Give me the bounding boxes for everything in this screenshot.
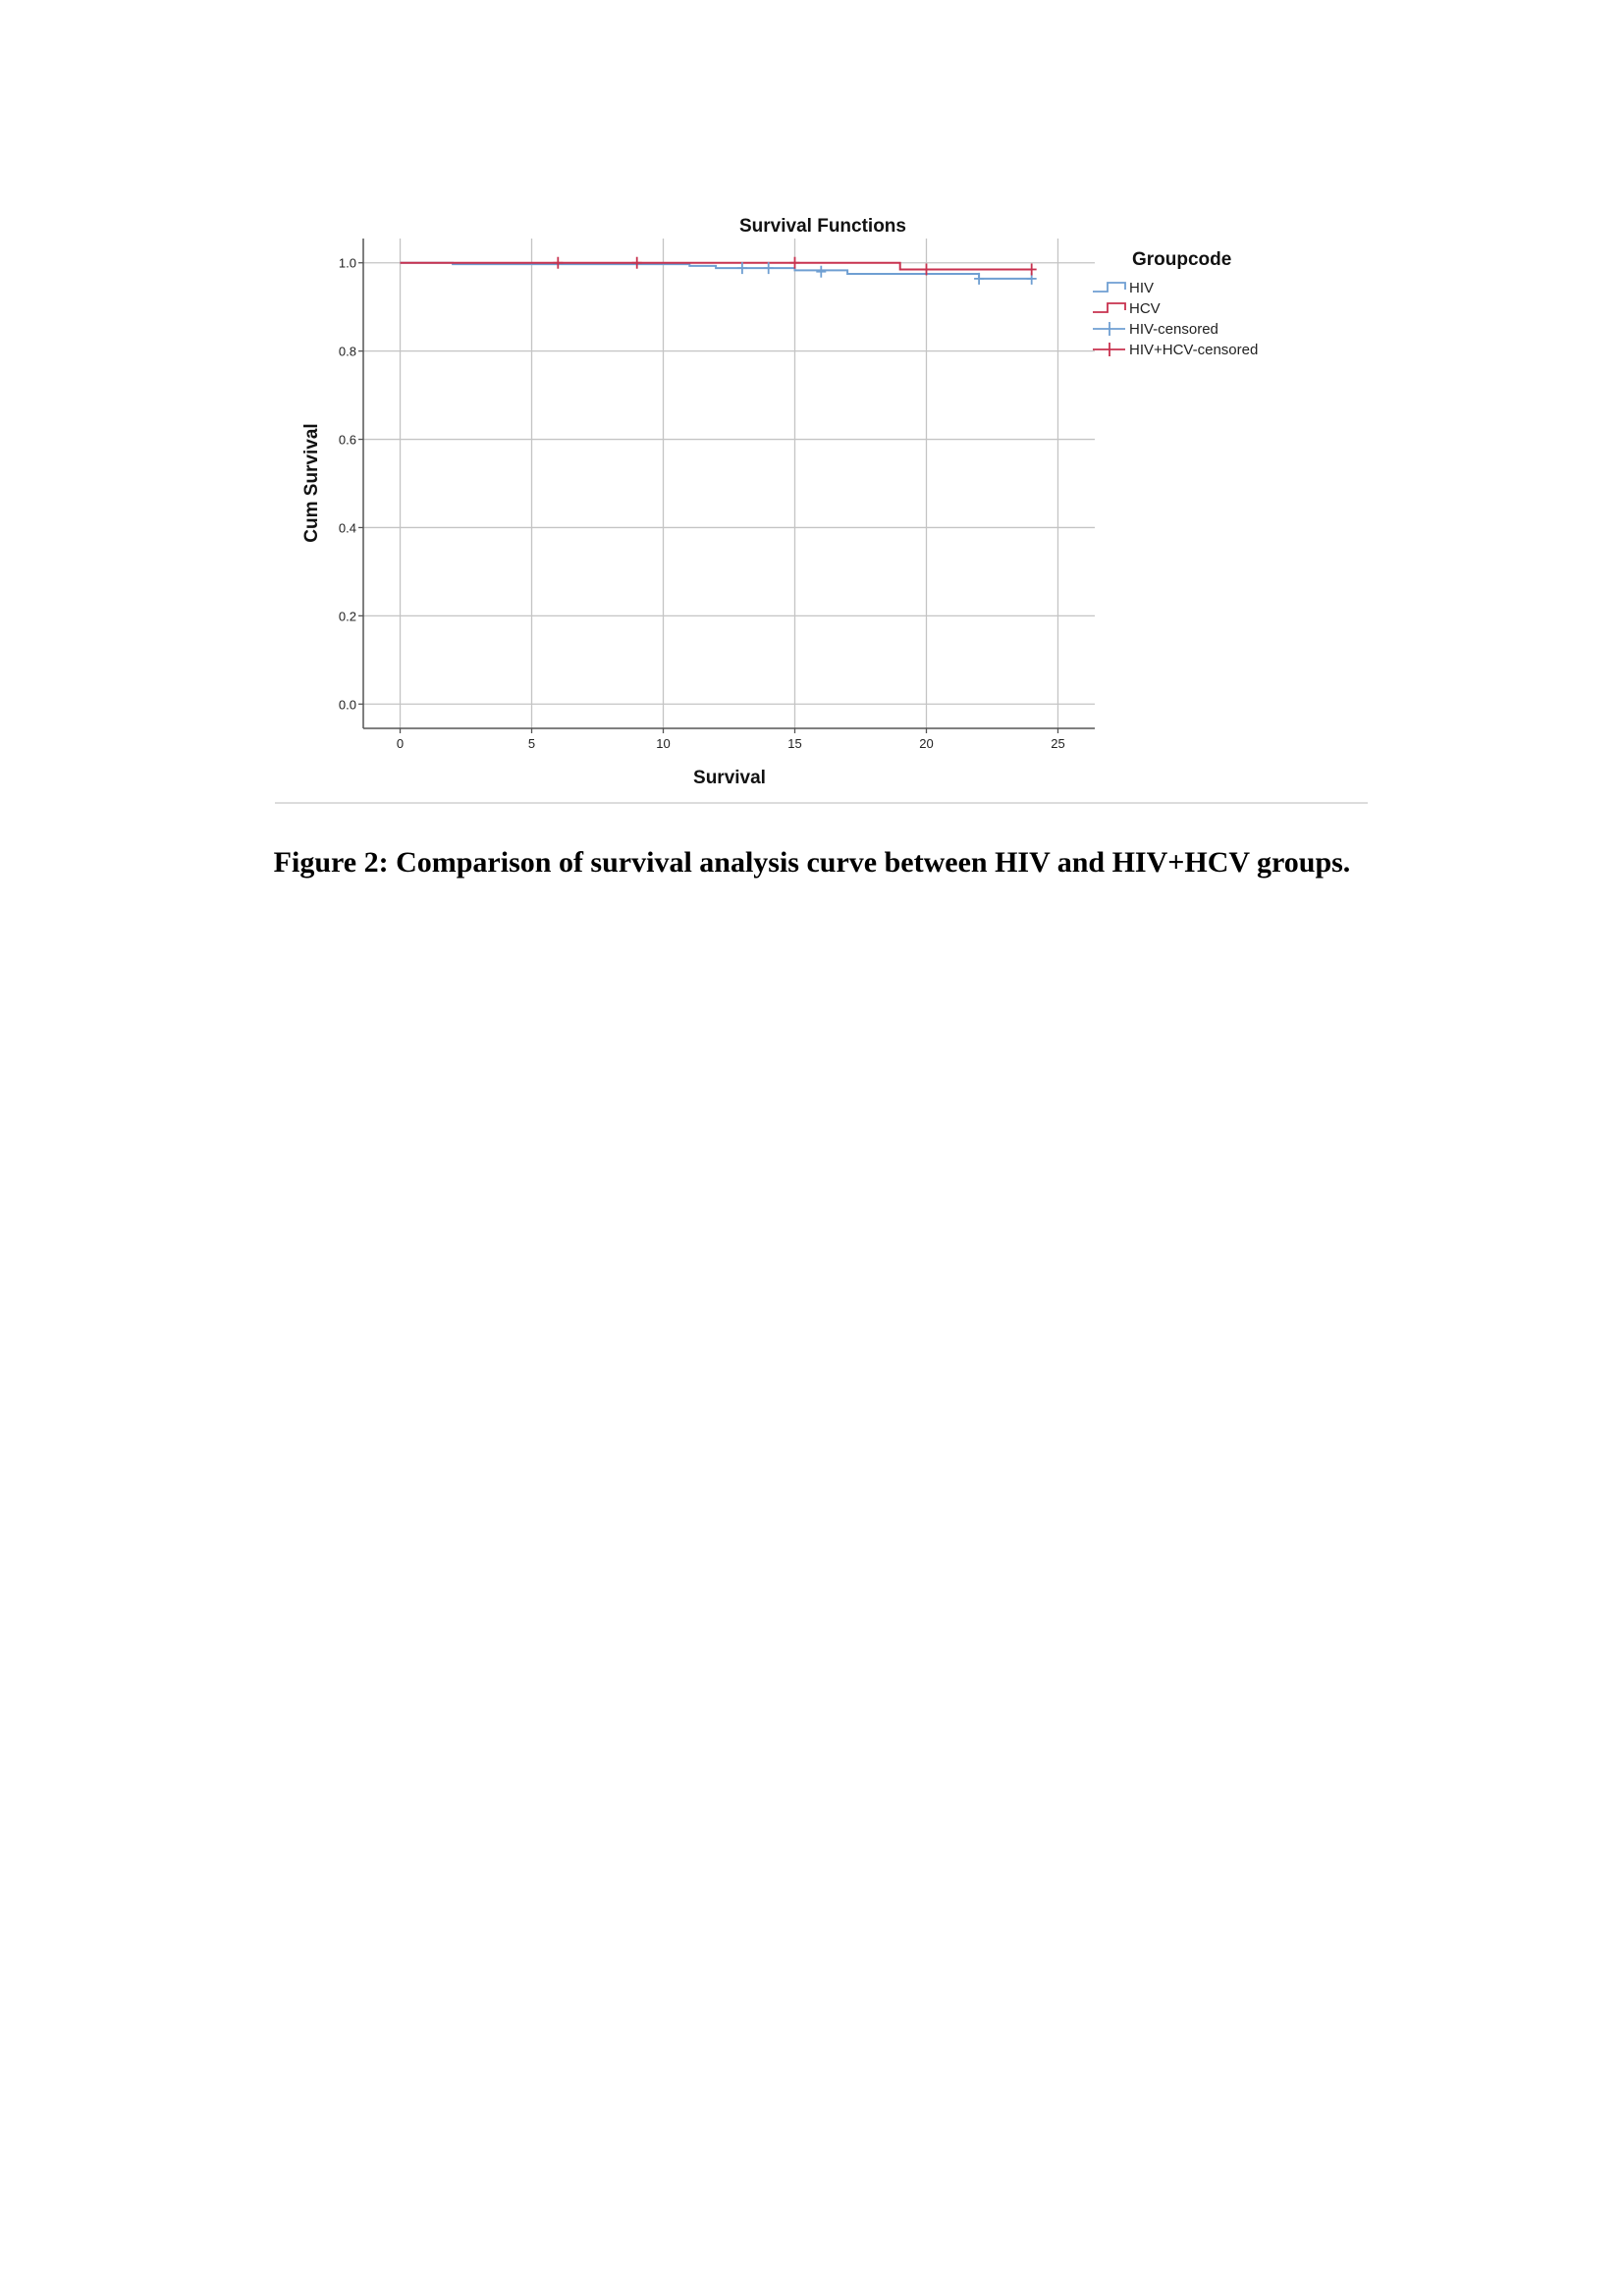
legend-item: [1093, 300, 1161, 317]
y-tick-label: 0.8: [338, 344, 356, 359]
figure-caption: Figure 2: Comparison of survival analysis curve between HIV and HIV+HCV groups.: [273, 846, 1351, 879]
legend-item: [1093, 321, 1218, 338]
survival-figure: [0, 0, 1624, 825]
y-tick-label: 0.6: [338, 432, 356, 448]
censor-mark-hiv: [737, 262, 747, 274]
x-tick-label: 20: [919, 736, 934, 751]
y-axis-title: Cum Survival: [301, 423, 322, 543]
survival-curve-hiv: [401, 263, 1032, 279]
legend-label: HIV: [1129, 280, 1155, 296]
y-tick-label: 0.2: [338, 609, 356, 624]
censor-mark-hiv: [764, 262, 774, 274]
legend-item: [1093, 280, 1154, 296]
legend-label: HIV+HCV-censored: [1129, 342, 1259, 358]
legend-title: Groupcode: [1132, 249, 1232, 270]
legend-step-symbol: [1093, 283, 1125, 292]
legend-label: HCV: [1129, 300, 1161, 317]
chart-title: Survival Functions: [739, 216, 906, 237]
x-axis-title: Survival: [693, 768, 766, 788]
x-tick-label: 25: [1051, 736, 1065, 751]
censor-mark-hiv: [816, 266, 826, 278]
plot-axes: [363, 239, 1095, 728]
y-tick-label: 0.0: [338, 697, 356, 713]
legend-label: HIV-censored: [1129, 321, 1218, 338]
survival-curves: [401, 263, 1032, 279]
legend-item: [1093, 342, 1258, 358]
x-tick-labels: [397, 736, 1065, 751]
censor-mark-hcv: [553, 257, 563, 269]
legend: [1093, 249, 1258, 358]
x-tick-label: 5: [527, 736, 536, 751]
censor-mark-hcv: [632, 257, 642, 269]
x-tick-label: 10: [656, 736, 671, 751]
y-tick-label: 1.0: [338, 255, 356, 271]
y-tick-labels: [339, 256, 356, 713]
censor-mark-hcv: [1027, 263, 1037, 275]
x-tick-label: 15: [787, 736, 802, 751]
grid-lines: [358, 239, 1095, 733]
censor-mark-hcv: [789, 257, 799, 269]
x-tick-label: 0: [396, 736, 405, 751]
y-tick-label: 0.4: [338, 520, 356, 536]
legend-step-symbol: [1093, 303, 1125, 312]
